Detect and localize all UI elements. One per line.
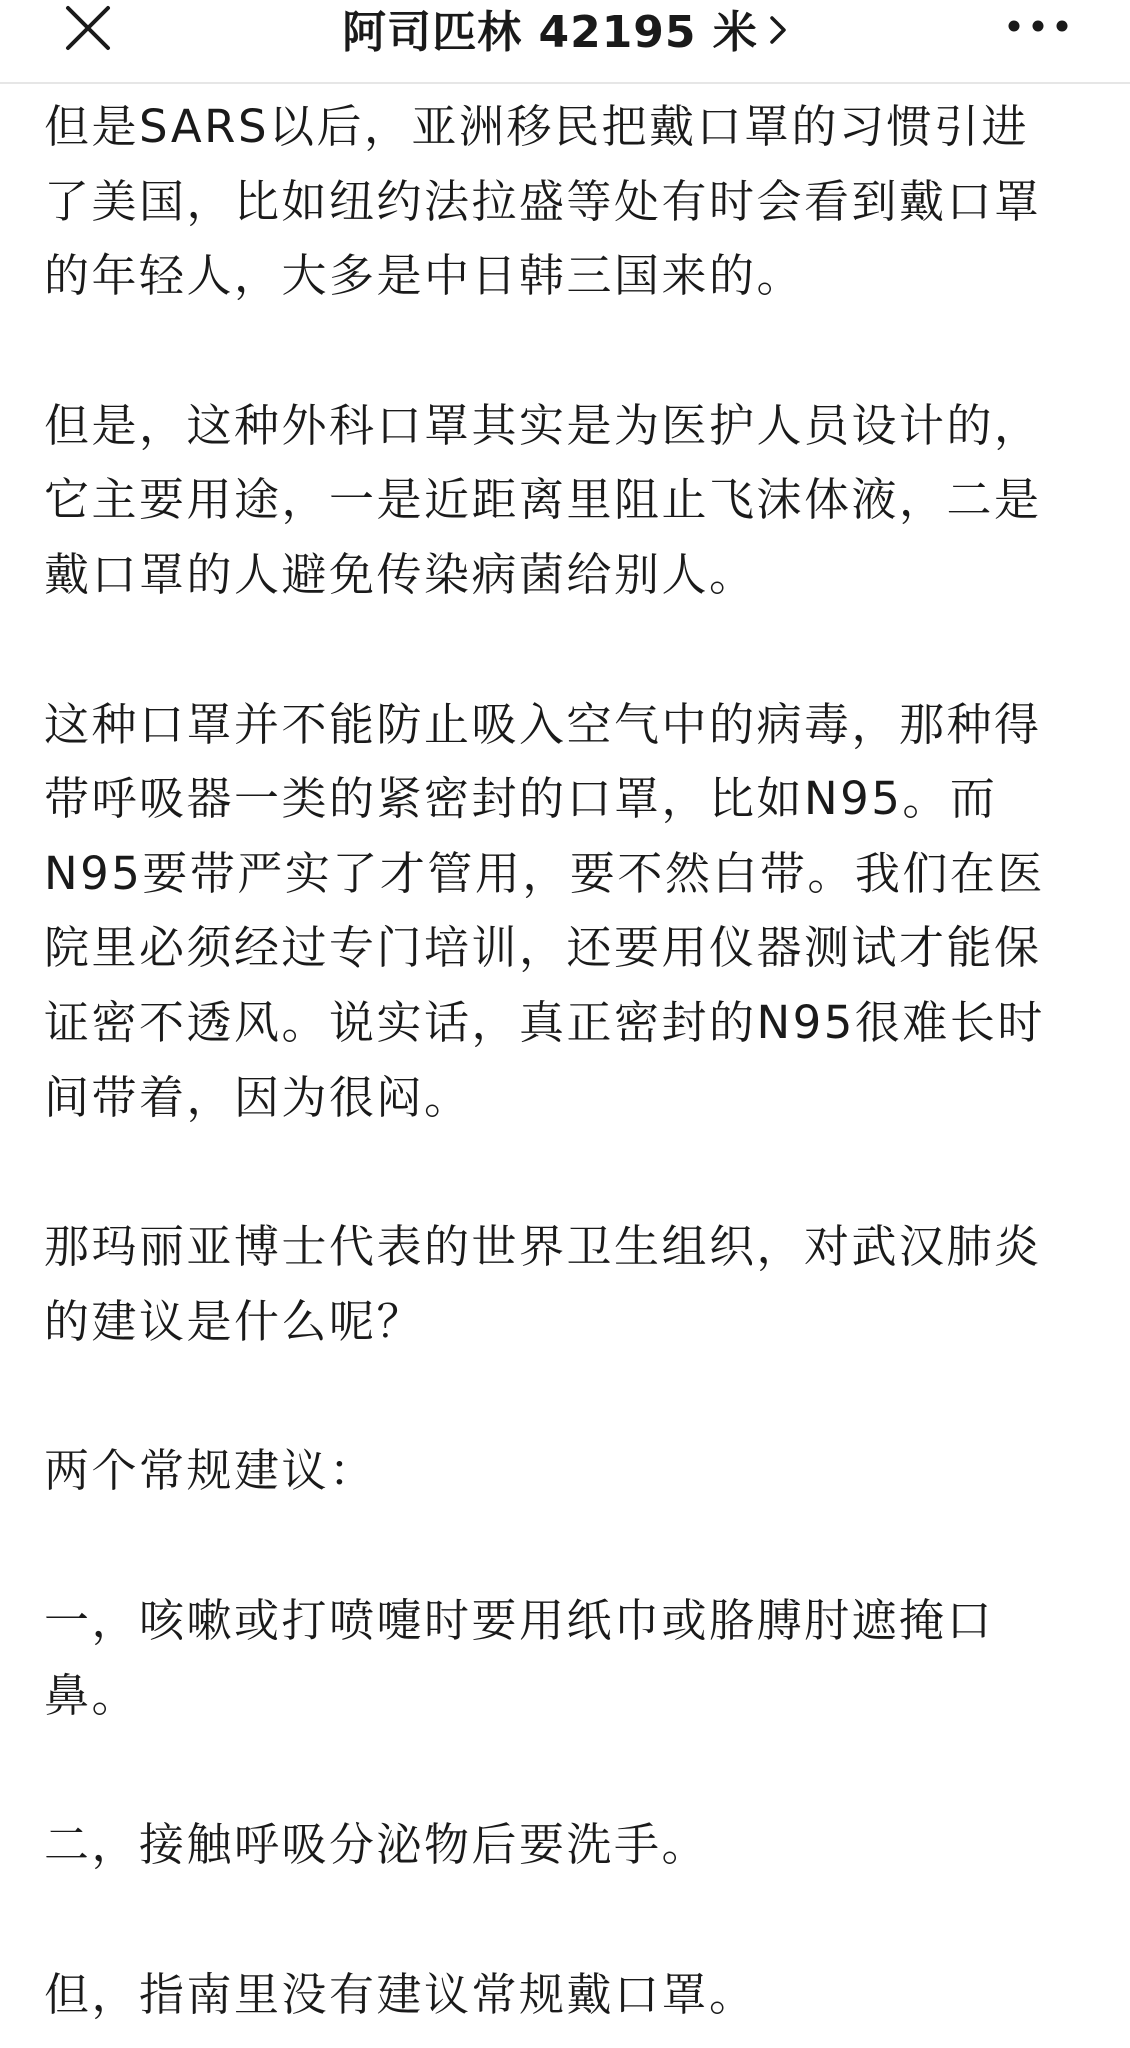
chevron-right-icon xyxy=(768,14,788,46)
article-paragraph: 二，接触呼吸分泌物后要洗手。 xyxy=(44,1818,710,1872)
article-paragraph: 这种口罩并不能防止吸入空气中的病毒，那种得 带呼吸器一类的紧密封的口罩，比如N95。而 N95要带严实了才管用，要不然白带。我们在医 院里必须经过专门培训，还要用仪器测试才能保 证密不透风。说实话，真正密封的N95很难长时 间带着，因为很闷。 xyxy=(44,697,1045,1124)
article-body xyxy=(44,90,1094,2032)
article-paragraph: 那玛丽亚博士代表的世界卫生组织，对武汉肺炎 的建议是什么呢？ xyxy=(44,1220,1042,1348)
article-paragraph: 但是，这种外科口罩其实是为医护人员设计的， 它主要用途，一是近距离里阻止飞沫体液，二是 戴口罩的人避免传染病菌给别人。 xyxy=(44,398,1042,601)
article-paragraph: 两个常规建议： xyxy=(44,1444,377,1498)
article-paragraph: 一，咳嗽或打喷嚏时要用纸巾或胳膊肘遮掩口 鼻。 xyxy=(44,1593,995,1722)
close-button[interactable] xyxy=(62,2,114,54)
top-navigation-bar xyxy=(0,0,1130,84)
article-paragraph: 但，指南里没有建议常规戴口罩。 xyxy=(44,1967,757,2021)
close-icon xyxy=(62,2,114,54)
more-options-button[interactable] xyxy=(1002,4,1074,48)
page-title: 阿司匹林 42195 米 xyxy=(342,7,758,58)
more-horizontal-icon xyxy=(1002,4,1074,48)
account-title-link[interactable] xyxy=(200,0,930,56)
article-paragraph: 但是SARS以后，亚洲移民把戴口罩的习惯引进 了美国，比如纽约法拉盛等处有时会看到戴口罩 的年轻人，大多是中日韩三国来的。 xyxy=(44,100,1042,303)
